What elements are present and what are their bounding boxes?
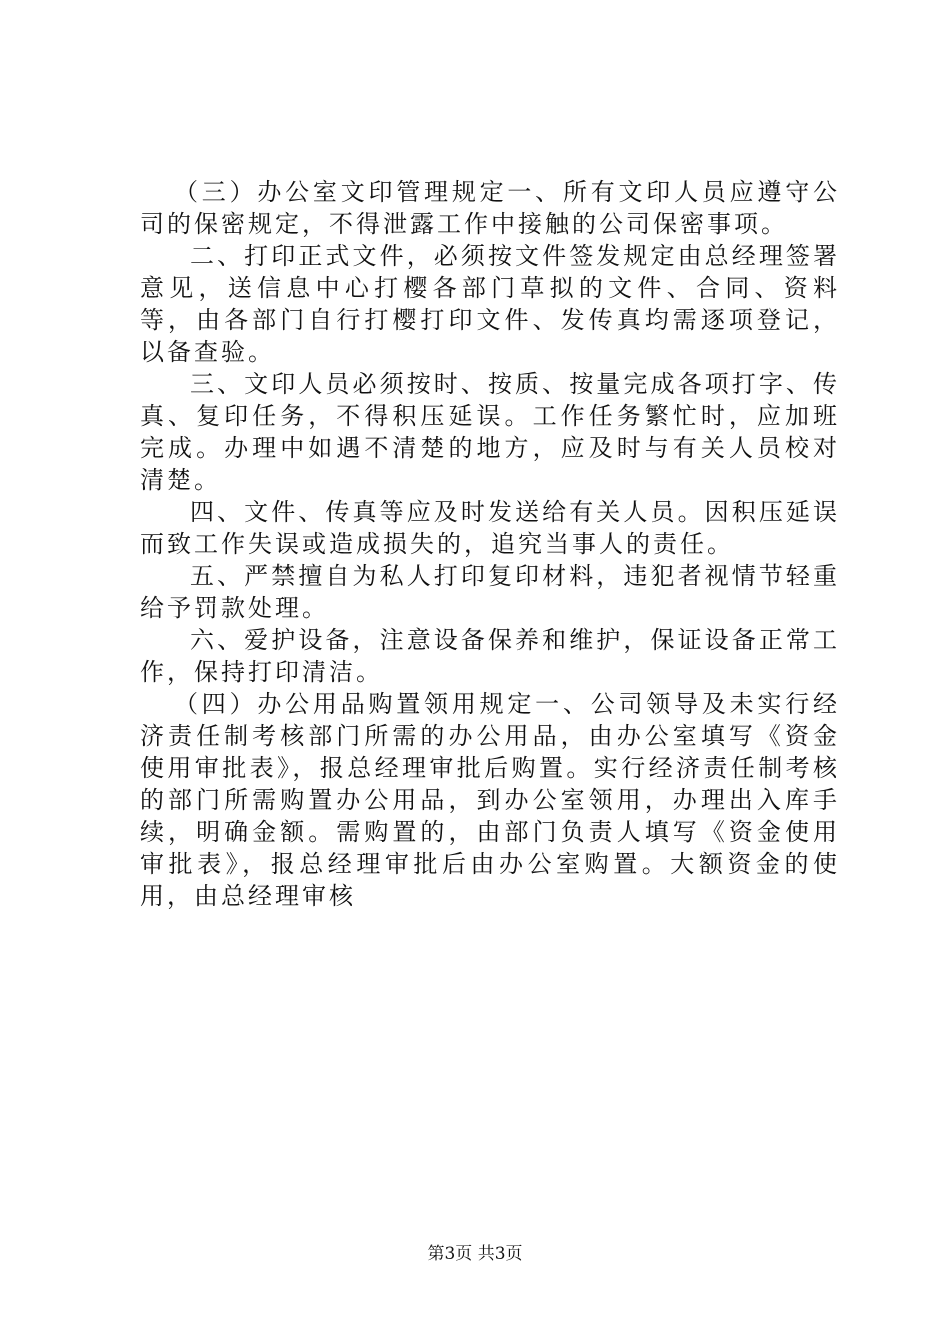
paragraph-section-four: （四）办公用品购置领用规定一、公司领导及未实行经济责任制考核部门所需的办公用品，由办公室填写《资金使用审批表》，报总经理审批后购置。实行经济责任制考核的部门所需购置办公用品，到办公室领用，办理出入库手续，明确金额。需购置的，由部门负责人填写《资金使用审批表》，报总经理审批后由办公室购置。大额资金的使用，由总经理审核 <box>140 690 840 910</box>
paragraph-item-two: 二、打印正式文件，必须按文件签发规定由总经理签署意见，送信息中心打樱各部门草拟的文件、合同、资料等，由各部门自行打樱打印文件、发传真均需逐项登记，以备查验。 <box>140 242 840 366</box>
page-number-footer: 第3页 共3页 <box>427 1244 523 1264</box>
paragraph-section-three: （三）办公室文印管理规定一、所有文印人员应遵守公司的保密规定，不得泄露工作中接触的公司保密事项。 <box>140 178 840 238</box>
paragraph-item-six: 六、爱护设备，注意设备保养和维护，保证设备正常工作，保持打印清洁。 <box>140 626 840 686</box>
document-body <box>140 176 840 912</box>
paragraph-item-three: 三、文印人员必须按时、按质、按量完成各项打字、传真、复印任务，不得积压延误。工作任务繁忙时，应加班完成。办理中如遇不清楚的地方，应及时与有关人员校对清楚。 <box>140 370 840 494</box>
paragraph-item-five: 五、严禁擅自为私人打印复印材料，违犯者视情节轻重给予罚款处理。 <box>140 562 840 622</box>
paragraph-item-four: 四、文件、传真等应及时发送给有关人员。因积压延误而致工作失误或造成损失的，追究当事人的责任。 <box>140 498 840 558</box>
